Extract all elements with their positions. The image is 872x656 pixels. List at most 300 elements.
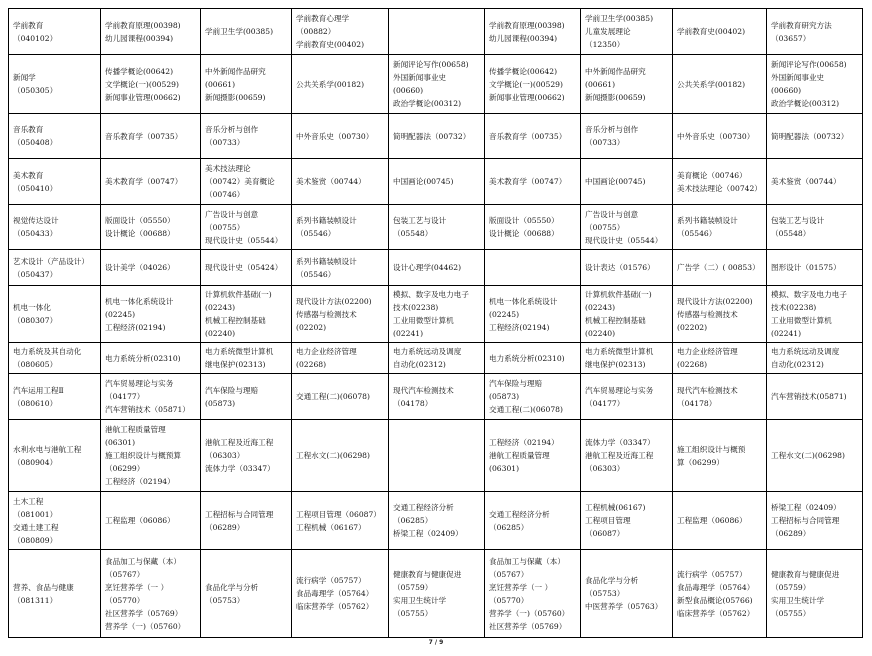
course-cell [581, 250, 673, 286]
cell-text-line: 计算机软件基础(一) [585, 290, 652, 299]
cell-text-line: 电力系统远动及调度 [393, 347, 462, 356]
cell-text-line: 传播学概论(00642) [105, 66, 174, 76]
cell-text-line: （00746） [205, 190, 245, 199]
cell-text-line: （080904） [13, 457, 58, 467]
cell-text-line: （05546） [296, 229, 336, 238]
cell-text-line: 现代汽车检测技术 [393, 385, 454, 395]
cell-text-line: （050433） [13, 229, 58, 238]
course-cell [389, 343, 485, 374]
cell-text-line: （05759） [393, 582, 433, 592]
cell-text-line: 系列书籍装帧设计 [677, 216, 738, 225]
cell-text-line: 新闻评论写作(00658) [771, 60, 847, 69]
cell-text-line: 音乐教育 [13, 125, 44, 134]
cell-text-line: 学前教育史(00402) [296, 40, 365, 49]
cell-text-line: （06303） [205, 451, 245, 460]
cell-text-line: 包装工艺与设计 [771, 216, 825, 225]
cell-text-line: 艺术设计（产品设计） [13, 256, 89, 266]
course-cell [485, 492, 581, 550]
cell-text-line: （05546） [296, 269, 336, 279]
cell-text-line: 美术教育学（00747） [105, 177, 183, 186]
cell-text-line: 汽车运用工程Ⅱ [13, 385, 64, 395]
cell-text-line: 营养学（一)（05760） [105, 621, 186, 631]
cell-text-line: 音乐教育学（00735） [105, 131, 183, 141]
course-cell [292, 250, 389, 286]
cell-text-line: 广告学（二）( 00853） [677, 263, 760, 272]
course-cell [485, 250, 581, 286]
cell-text-line: 汽车保险与理赔 [489, 379, 543, 388]
cell-text-line: 传感器与检测技术 [677, 309, 738, 319]
course-cell [389, 492, 485, 550]
cell-text-line: （080605） [13, 360, 58, 369]
cell-text-line: 工程水文(二)(06298) [296, 451, 370, 460]
cell-text-line: 学前卫生学(00385) [585, 14, 654, 23]
cell-text-line: （06087） [585, 529, 625, 538]
course-cell [673, 159, 767, 205]
cell-text-line: 外国新闻事业史 [393, 73, 447, 82]
cell-text-line: （040102） [13, 33, 58, 43]
course-cell [201, 374, 292, 420]
cell-text-line: 工业用微型计算机 [771, 316, 832, 325]
cell-text-line: 食品加工与保藏（本） [489, 556, 565, 566]
cell-text-line: (05873) [489, 392, 520, 401]
cell-text-line: (02241) [771, 329, 802, 338]
cell-text-line: 电力系统分析(02310) [105, 353, 181, 363]
table-row [9, 550, 863, 638]
cell-text-line: 交通工程(二)(06078) [489, 405, 563, 414]
cell-text-line: （05770） [105, 595, 145, 605]
course-cell [292, 114, 389, 159]
cell-text-line: 工程监理（06086） [105, 516, 175, 525]
cell-text-line: 交通工程经济分析 [489, 509, 550, 519]
cell-text-line: 营养学（一)（05760） [489, 608, 570, 618]
cell-text-line: （05548） [393, 229, 433, 238]
cell-text-line: 幼儿园课程(00394) [105, 33, 174, 43]
course-cell [673, 55, 767, 114]
cell-text-line: 工程机械(06167) [585, 503, 646, 512]
course-cell [485, 55, 581, 114]
cell-text-line: （00755） [585, 222, 625, 232]
cell-text-line: 电力企业经济管理 [677, 347, 738, 356]
cell-text-line: （05759） [771, 582, 811, 592]
major-cell [9, 159, 101, 205]
major-cell [9, 250, 101, 286]
cell-text-line: 设计美学（04026） [105, 263, 175, 272]
cell-text-line: 食品加工与保藏（本） [105, 556, 181, 566]
page-number: 7 / 9 [428, 639, 444, 646]
cell-text-line: （03657） [771, 33, 811, 43]
course-cell [389, 374, 485, 420]
cell-text-line: 传感器与检测技术 [296, 309, 357, 319]
course-cell [673, 250, 767, 286]
course-cell [485, 9, 581, 55]
cell-text-line: 自动化(02312) [393, 360, 446, 369]
cell-text-line: （080809） [13, 535, 58, 545]
cell-text-line: 简明配器法（00732） [393, 131, 471, 141]
cell-text-line: 幼儿园课程(00394) [489, 33, 558, 43]
cell-text-line: 机械工程控制基础 [585, 316, 646, 325]
cell-text-line: 政治学概论(00312) [771, 99, 840, 108]
table-row [9, 159, 863, 205]
cell-text-line: 公共关系学(00182) [296, 79, 365, 89]
cell-text-line: 机械工程控制基础 [205, 316, 266, 325]
cell-text-line: 电力系统微型计算机 [205, 347, 274, 356]
course-cell [389, 250, 485, 286]
major-cell [9, 114, 101, 159]
cell-text-line: （080307） [13, 316, 58, 325]
cell-text-line: 汽车营销技术(05871) [771, 392, 847, 401]
table-row [9, 250, 863, 286]
cell-text-line: 学前教育研究方法 [771, 20, 832, 30]
cell-text-line: 新型食品概论(05766) [677, 595, 753, 605]
cell-text-line: 实用卫生统计学 [771, 595, 825, 605]
course-cell [485, 114, 581, 159]
course-cell [389, 550, 485, 638]
course-cell [581, 492, 673, 550]
course-cell [673, 420, 767, 492]
course-cell [767, 159, 863, 205]
cell-text-line: 文学概论(一)(00529) [105, 79, 179, 89]
cell-text-line: （05770） [489, 595, 529, 605]
cell-text-line: 工程招标与合同管理 [205, 509, 274, 519]
course-cell [292, 205, 389, 250]
course-cell [389, 159, 485, 205]
cell-text-line: (02202) [296, 322, 327, 332]
cell-text-line: (02268) [296, 360, 327, 369]
cell-text-line: 新闻摄影(00659) [585, 92, 646, 102]
cell-text-line: 健康教育与健康促进 [393, 569, 462, 579]
course-cell [389, 420, 485, 492]
course-cell [292, 492, 389, 550]
course-cell [292, 343, 389, 374]
cell-text-line: 技术(02238) [771, 303, 817, 312]
cell-text-line: (06301) [489, 464, 520, 473]
course-cell [101, 492, 201, 550]
major-cell [9, 205, 101, 250]
cell-text-line: 广告设计与创意 [205, 209, 259, 219]
cell-text-line: (02243) [585, 303, 616, 312]
cell-text-line: 学前卫生学(00385) [205, 27, 274, 36]
cell-text-line: 流行病学（05757） [296, 576, 366, 585]
cell-text-line: 电力系统分析(02310) [489, 353, 565, 363]
major-cell [9, 286, 101, 343]
table-row [9, 374, 863, 420]
course-cell [389, 205, 485, 250]
course-cell [201, 343, 292, 374]
cell-text-line: (02241) [393, 329, 424, 338]
course-cell [485, 374, 581, 420]
course-cell [485, 205, 581, 250]
cell-text-line: 图形设计（01575） [771, 263, 841, 272]
course-cell [389, 9, 485, 55]
cell-text-line: 食品化学与分析 [585, 576, 639, 585]
cell-text-line: 模拟、数字及电力电子 [771, 290, 847, 299]
cell-text-line: （06289） [205, 522, 245, 532]
course-cell [101, 114, 201, 159]
course-cell [485, 550, 581, 638]
course-cell [485, 159, 581, 205]
major-cell [9, 420, 101, 492]
cell-text-line: 中外音乐史（00730） [677, 131, 755, 141]
cell-text-line: 烹饪营养学（一 ） [105, 582, 169, 592]
cell-text-line: (00661) [205, 79, 236, 89]
cell-text-line: 工程经济（02194） [105, 477, 175, 486]
cell-text-line: 继电保护(02313) [205, 360, 266, 369]
course-cell [673, 114, 767, 159]
course-cell [767, 492, 863, 550]
cell-text-line: 工程招标与合同管理 [771, 516, 840, 525]
cell-text-line: 桥梁工程（02409） [393, 529, 463, 538]
cell-text-line: 学前教育原理(00398) [489, 20, 565, 30]
course-cell [767, 9, 863, 55]
table-row [9, 55, 863, 114]
course-cell [389, 55, 485, 114]
cell-text-line: 机电一体化系统设计 [105, 296, 174, 306]
cell-text-line: (02245) [489, 309, 520, 319]
course-cell [292, 159, 389, 205]
cell-text-line: 系列书籍装帧设计 [296, 256, 357, 266]
cell-text-line: 传播学概论(00642) [489, 66, 558, 76]
course-cell [767, 205, 863, 250]
major-cell [9, 492, 101, 550]
cell-text-line: （06299） [105, 464, 145, 473]
cell-text-line: 实用卫生统计学 [393, 595, 447, 605]
course-cell [673, 9, 767, 55]
cell-text-line: 食品毒理学（05764） [296, 589, 374, 598]
cell-text-line: （00742）美育概论 [205, 177, 275, 186]
course-cell [673, 286, 767, 343]
cell-text-line: 现代汽车检测技术 [677, 385, 738, 395]
course-cell [673, 492, 767, 550]
cell-text-line: （05755） [393, 608, 433, 618]
cell-text-line: 政治学概论(00312) [393, 99, 462, 108]
course-cell [101, 250, 201, 286]
course-cell [101, 420, 201, 492]
cell-text-line: 中国画论(00745) [585, 177, 646, 186]
major-cell [9, 374, 101, 420]
cell-text-line: 电力系统微型计算机 [585, 347, 654, 356]
cell-text-line: 视觉传达设计 [13, 216, 59, 225]
major-cell [9, 343, 101, 374]
cell-text-line: 现代设计史（05544） [585, 235, 663, 245]
cell-text-line: （050408） [13, 138, 58, 147]
cell-text-line: 美育概论（00746） [677, 170, 747, 180]
cell-text-line: (05873) [205, 398, 236, 408]
course-cell [673, 550, 767, 638]
cell-text-line: （05546） [677, 229, 717, 238]
course-cell [201, 420, 292, 492]
course-cell [767, 343, 863, 374]
cell-text-line: 儿童发展理论 [585, 27, 631, 36]
course-cell [581, 286, 673, 343]
cell-text-line: 交通工程(二)(06078) [296, 392, 370, 401]
cell-text-line: （05753） [585, 589, 625, 598]
major-cell [9, 550, 101, 638]
cell-text-line: 学前教育心理学 [296, 14, 350, 23]
cell-text-line: (02240) [205, 329, 236, 338]
cell-text-line: (06301) [105, 438, 136, 447]
course-cell [767, 550, 863, 638]
cell-text-line: 学前教育 [13, 20, 44, 30]
cell-text-line: 美术鉴赏（00744） [771, 177, 841, 186]
course-cell [292, 55, 389, 114]
cell-text-line: (02245) [105, 309, 136, 319]
table-row [9, 420, 863, 492]
cell-text-line: 现代设计史（05544） [205, 235, 283, 245]
cell-text-line: 机电一体化 [13, 303, 51, 312]
cell-text-line: 流行病学（05757） [677, 569, 747, 579]
course-cell [581, 55, 673, 114]
cell-text-line: 学前教育原理(00398) [105, 20, 181, 30]
cell-text-line: 交通土建工程 [13, 522, 59, 532]
cell-text-line: （06285） [393, 516, 433, 525]
cell-text-line: (02268) [677, 360, 708, 369]
cell-text-line: 继电保护(02313) [585, 360, 646, 369]
cell-text-line: （081001） [13, 509, 58, 519]
course-cell [581, 9, 673, 55]
cell-text-line: （00733） [205, 138, 245, 147]
cell-text-line: （04177） [105, 392, 145, 401]
cell-text-line: 工程项目管理 [585, 516, 631, 525]
cell-text-line: 新闻事业管理(00662) [105, 92, 181, 102]
cell-text-line: 临床营养学（05762） [296, 602, 374, 611]
cell-text-line: 工程经济（02194） [489, 438, 559, 447]
cell-text-line: （05767） [105, 569, 145, 579]
cell-text-line: 烹饪营养学（一 ） [489, 582, 553, 592]
course-cell [201, 205, 292, 250]
cell-text-line: （04178） [677, 398, 717, 408]
course-mapping-table [8, 8, 863, 638]
cell-text-line: 中外新闻作品研究 [585, 66, 646, 76]
cell-text-line: 现代设计方法(02200) [677, 296, 753, 306]
cell-text-line: 食品毒理学（05764） [677, 582, 755, 592]
cell-text-line: （04178） [393, 398, 433, 408]
cell-text-line: 中国画论(00745) [393, 177, 454, 186]
course-cell [581, 114, 673, 159]
cell-text-line: （05767） [489, 569, 529, 579]
course-cell [101, 55, 201, 114]
cell-text-line: 港航工程质量管理 [105, 425, 166, 434]
cell-text-line: 汽车保险与理赔 [205, 385, 259, 395]
cell-text-line: 社区营养学（05769） [489, 621, 567, 631]
course-cell [485, 343, 581, 374]
course-cell [581, 420, 673, 492]
course-cell [292, 9, 389, 55]
course-cell [673, 205, 767, 250]
cell-text-line: 新闻事业管理(00662) [489, 92, 565, 102]
cell-text-line: 施工组织设计与概预算 [105, 451, 181, 460]
cell-text-line: （06303） [585, 464, 625, 473]
cell-text-line: 临床营养学（05762） [677, 608, 755, 618]
document-page [8, 8, 863, 638]
cell-text-line: 学前教育史(00402) [677, 27, 746, 36]
cell-text-line: (00660) [771, 86, 802, 95]
course-cell [389, 286, 485, 343]
cell-text-line: 健康教育与健康促进 [771, 569, 840, 579]
table-row [9, 343, 863, 374]
cell-text-line: 营养、食品与健康 [13, 582, 74, 592]
cell-text-line: 电力系统远动及调度 [771, 347, 840, 356]
cell-text-line: 港航工程及近海工程 [585, 451, 654, 460]
cell-text-line: （06285） [489, 522, 529, 532]
cell-text-line: 美术鉴赏（00744） [296, 177, 366, 186]
cell-text-line: 系列书籍装帧设计 [296, 216, 357, 225]
cell-text-line: （05548） [771, 229, 811, 238]
cell-text-line: 工程监理（06086） [677, 516, 747, 525]
cell-text-line: （00755） [205, 222, 245, 232]
major-cell [9, 9, 101, 55]
cell-text-line: 汽车贸易理论与实务 [585, 385, 654, 395]
course-cell [767, 114, 863, 159]
cell-text-line: （05753） [205, 595, 245, 605]
course-cell [201, 55, 292, 114]
course-cell [767, 374, 863, 420]
course-cell [581, 343, 673, 374]
cell-text-line: (02202) [677, 322, 708, 332]
course-cell [673, 374, 767, 420]
cell-text-line: 现代设计史（05424） [205, 263, 283, 272]
cell-text-line: 电力系统及其自动化 [13, 347, 82, 356]
cell-text-line: 公共关系学(00182) [677, 79, 746, 89]
cell-text-line: 工程项目管理（06087） [296, 509, 381, 519]
cell-text-line: 设计表达（01576） [585, 263, 655, 272]
table-row [9, 492, 863, 550]
cell-text-line: 施工组织设计与概预 [677, 444, 746, 454]
cell-text-line: 流体力学（03347） [585, 438, 655, 447]
cell-text-line: 工程水文(二)(06298) [771, 451, 845, 460]
cell-text-line: 食品化学与分析 [205, 582, 259, 592]
cell-text-line: 水利水电与港航工程 [13, 444, 82, 454]
course-cell [292, 286, 389, 343]
course-cell [673, 343, 767, 374]
table-row [9, 114, 863, 159]
cell-text-line: 技术(02238) [393, 303, 439, 312]
cell-text-line: 设计概论（00688） [489, 229, 559, 238]
cell-text-line: 自动化(02312) [771, 360, 824, 369]
cell-text-line: （05755） [771, 608, 811, 618]
cell-text-line: 桥梁工程（02409） [771, 503, 841, 512]
cell-text-line: (00660) [393, 86, 424, 95]
cell-text-line: 广告设计与创意 [585, 209, 639, 219]
cell-text-line: 音乐教育学（00735） [489, 131, 567, 141]
cell-text-line: 外国新闻事业史 [771, 73, 825, 82]
table-row [9, 205, 863, 250]
cell-text-line: 港航工程质量管理 [489, 451, 550, 460]
cell-text-line: 社区营养学（05769） [105, 608, 183, 618]
cell-text-line: 港航工程及近海工程 [205, 438, 274, 447]
course-cell [581, 550, 673, 638]
course-cell [101, 343, 201, 374]
course-cell [485, 420, 581, 492]
cell-text-line: 汽车营销技术（05871） [105, 405, 190, 414]
cell-text-line: 流体力学（03347） [205, 464, 275, 473]
course-cell [101, 286, 201, 343]
cell-text-line: 电力企业经济管理 [296, 347, 357, 356]
cell-text-line: （00733） [585, 138, 625, 147]
cell-text-line: （080610） [13, 398, 58, 408]
table-body [9, 9, 863, 638]
course-cell [767, 420, 863, 492]
cell-text-line: 美术教育学（00747） [489, 177, 567, 186]
cell-text-line: 新闻学 [13, 73, 36, 82]
course-cell [767, 55, 863, 114]
cell-text-line: 新闻评论写作(00658) [393, 60, 469, 69]
cell-text-line: （00882） [296, 27, 336, 36]
cell-text-line: 中医营养学（05763） [585, 602, 663, 611]
cell-text-line: 机电一体化系统设计 [489, 296, 558, 306]
course-cell [201, 159, 292, 205]
course-cell [389, 114, 485, 159]
course-cell [201, 9, 292, 55]
